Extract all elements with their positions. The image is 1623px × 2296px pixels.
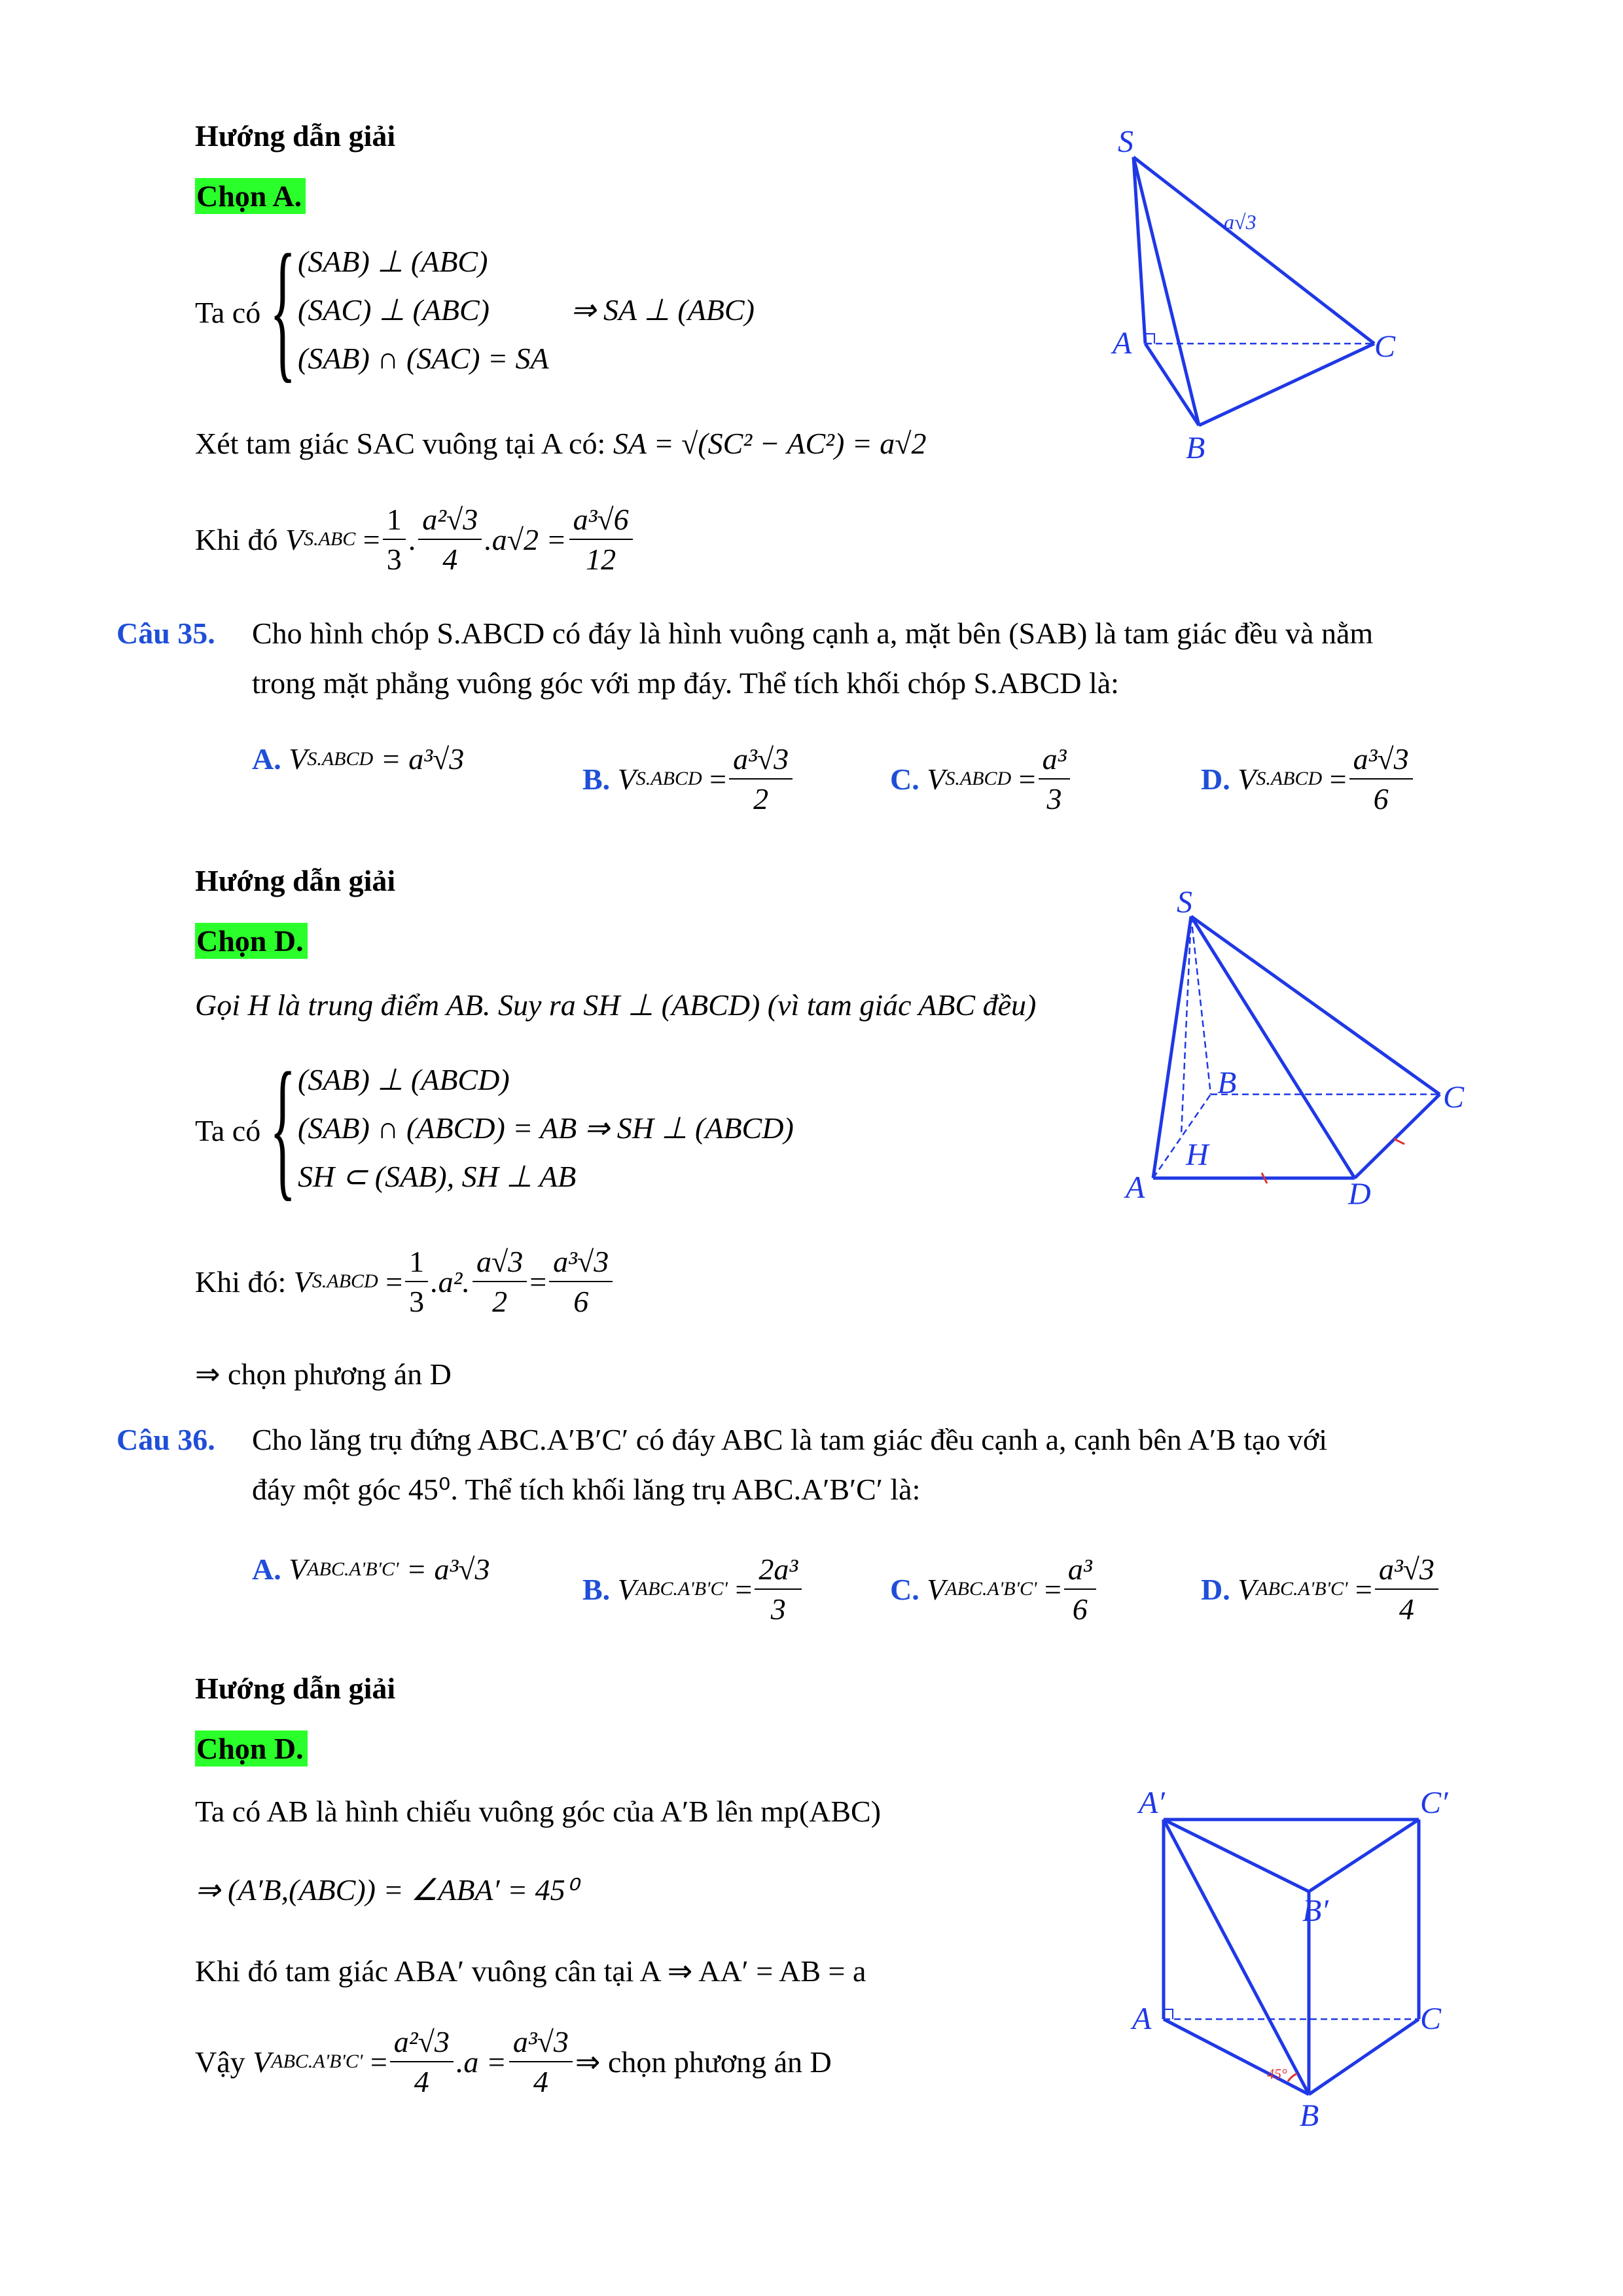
edge-BC [1309,2019,1419,2094]
system-line-2-3: SH ⊂ (SAB), SH ⊥ AB [298,1160,577,1193]
question-36-text-2: đáy một góc 45⁰. Thể tích khối lăng trụ ABC.A′B′C′ là: [252,1473,921,1506]
option-35-B[interactable]: B. V S.ABCD = $\frac{\text{a³√3}}{2}$ [582,741,795,817]
label-A: A [1132,2001,1152,2036]
edge-SC [1133,157,1374,344]
angle-label: 45° [1267,2066,1287,2082]
question-35-text-1: Cho hình chóp S.ABCD có đáy là hình vuông cạnh a, mặt bên (SAB) là tam giác đều và nằm [252,617,1374,650]
system-line-1-2: (SAC) ⊥ (ABC) [298,293,490,327]
answer-choice-2: Chọn D. [195,923,308,959]
edge-AB [1164,2019,1309,2094]
answer-choice-3: Chọn D. [195,1731,308,1767]
ta-co-label-2: Ta có [195,1114,261,1147]
label-C: C [1420,2001,1442,2036]
ta-co-label-1: Ta có [195,296,261,329]
midpoint-line: Gọi H là trung điểm AB. Suy ra SH ⊥ (ABCD) (vì tam giác ABC đều) [195,988,1037,1022]
question-35-number: Câu 35. [116,617,215,650]
label-S: S [1177,885,1192,920]
option-35-C[interactable]: C. V S.ABCD = $\frac{\text{a³}}{3}$ [890,741,1073,817]
isosceles-line: Khi đó tam giác ABA′ vuông cân tại A ⇒ AA′ = AB = a [195,1954,866,1988]
edge-A1B1 [1164,1820,1309,1892]
label-D: D [1348,1177,1371,1211]
label-A: A [1113,326,1132,361]
conclusion-2: ⇒ chọn phương án D [195,1357,452,1391]
option-36-A[interactable]: A. V ABC.A'B'C' = a³√3 [252,1552,490,1586]
pyramid-figure-1 [1086,111,1427,478]
system-line-2-1: (SAB) ⊥ (ABCD) [298,1063,510,1096]
edge-BC [1199,344,1374,425]
label-S: S [1118,124,1133,159]
pyramid-figure-2 [1113,870,1479,1211]
system-line-1-3: (SAB) ∩ (SAC) = SA [298,342,549,375]
label-A1: A′ [1139,1785,1165,1820]
option-36-D[interactable]: D. V ABC.A'B'C' = $\frac{\text{a³√3}}{4}$ [1201,1551,1441,1627]
answer-choice-1: Chọn A. [195,178,306,214]
label-C: C [1443,1080,1465,1115]
angle-line: ⇒ (A′B,(ABC)) = ∠ABA′ = 45⁰ [195,1873,578,1907]
label-C1: C′ [1420,1785,1448,1820]
label-H: H [1186,1138,1209,1172]
label-C: C [1374,329,1396,364]
edge-A1B [1164,1820,1309,2094]
system-line-2-2: (SAB) ∩ (ABCD) = AB ⇒ SH ⊥ (ABCD) [298,1111,794,1145]
system-implies-1: ⇒ SA ⊥ (ABC) [571,293,755,327]
edge-DC [1355,1094,1440,1178]
question-36-number: Câu 36. [116,1423,215,1456]
label-A: A [1126,1170,1145,1205]
label-B1: B′ [1302,1893,1329,1928]
solution-heading-3: Hướng dẫn giải [195,1672,396,1705]
question-36-text-1: Cho lăng trụ đứng ABC.A′B′C′ có đáy ABC là tam giác đều cạnh a, cạnh bên A′B tạo với [252,1423,1328,1456]
label-edge-a-root3: a√3 [1224,210,1257,234]
sac-line: Xét tam giác SAC vuông tại A có: SA = √(SC² − AC²) = a√2 [195,427,927,460]
option-35-A[interactable]: A. V S.ABCD = a³√3 [252,742,465,776]
option-35-D[interactable]: D. V S.ABCD = $\frac{\text{a³√3}}{6}$ [1201,741,1416,817]
volume-line-3: Vậy V ABC.A'B'C' = $\frac{\text{a²√3}}{4}$ .a = $\frac{\text{a³√3}}{4}$ ⇒ chọn phương án D [195,2025,832,2099]
brace-1: { [270,222,296,396]
brace-2: { [270,1040,296,1214]
projection-line: Ta có AB là hình chiếu vuông góc của A′B lên mp(ABC) [195,1795,882,1828]
prism-figure [1113,1767,1479,2140]
angle-arc [1288,2073,1297,2081]
label-B: B [1300,2098,1319,2133]
question-35-text-2: trong mặt phẳng vuông góc với mp đáy. Thể tích khối chóp S.ABCD là: [252,666,1119,700]
system-line-1-1: (SAB) ⊥ (ABC) [298,245,488,278]
tick-mark-DC [1394,1139,1404,1144]
option-36-B[interactable]: B. V ABC.A'B'C' = $\frac{\text{2a³}}{3}$ [582,1551,804,1627]
edge-B1C1 [1309,1820,1419,1892]
label-B: B [1186,431,1205,465]
edge-SD [1191,916,1355,1178]
volume-line-2: Khi đó: V S.ABCD = $\frac{1}{3}$ .a². $\frac{a√3}{2}$ = $\frac{\text{a³√3}}{6}$ [195,1244,615,1319]
edge-AB [1145,344,1199,425]
option-36-C[interactable]: C. V ABC.A'B'C' = $\frac{\text{a³}}{6}$ [890,1551,1099,1627]
volume-line-1: Khi đó V S.ABC = $\frac{1}{3}$ . $\frac{\text{a²√3}}{4}$ .a√2 = $\frac{\text{a³√6}}{12}$ [195,501,635,577]
solution-heading-1: Hướng dẫn giải [195,119,396,152]
solution-heading-2: Hướng dẫn giải [195,864,396,897]
label-B: B [1217,1066,1237,1100]
